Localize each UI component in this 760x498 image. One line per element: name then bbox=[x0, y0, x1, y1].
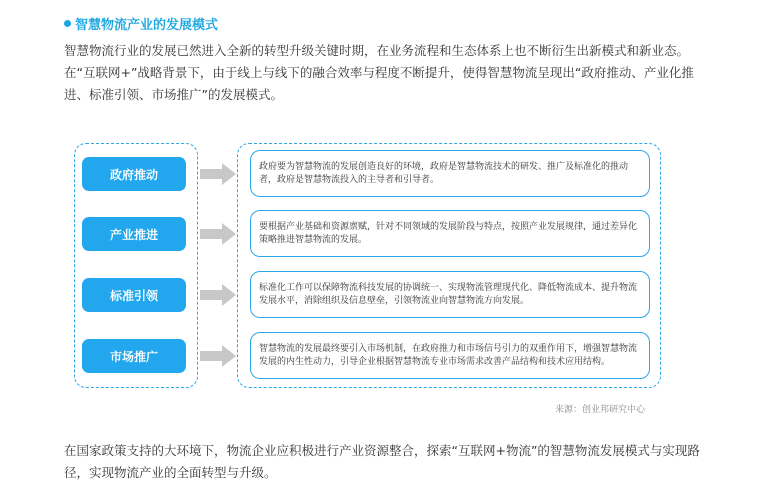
right-arrow-icon bbox=[198, 162, 238, 186]
mode-desc-industry: 要根据产业基础和资源禀赋，针对不同领域的发展阶段与特点，按照产业发展规律，通过差异化策略推进智慧物流的发展。 bbox=[250, 210, 650, 257]
mode-desc-market: 智慧物流的发展最终要引入市场机制，在政府推力和市场信号引力的双重作用下，增强智慧物流发展的内生性动力，引导企业根据智慧物流专业市场需求改善产品结构和技术应用结构。 bbox=[250, 332, 650, 379]
source-note: 来源：创业邦研究中心 bbox=[555, 405, 646, 415]
mode-label-standard: 标准引领 bbox=[82, 278, 186, 312]
right-arrow-icon bbox=[198, 283, 238, 307]
mode-label-industry: 产业推进 bbox=[82, 217, 186, 251]
right-arrow-icon bbox=[198, 344, 238, 368]
closing-paragraph: 在国家政策支持的大环境下，物流企业应积极进行产业资源整合，探索“互联网+物流”的智慧物流发展模式与实现路径，实现物流产业的全面转型与升级。 bbox=[64, 443, 700, 480]
mode-label-market: 市场推广 bbox=[82, 339, 186, 373]
bullet-dot-icon bbox=[64, 20, 71, 27]
mode-label-government: 政府推动 bbox=[82, 157, 186, 191]
right-arrow-icon bbox=[198, 222, 238, 246]
section-heading bbox=[64, 14, 218, 33]
intro-paragraph: 智慧物流行业的发展已然进入全新的转型升级关键时期，在业务流程和生态体系上也不断衍生出新模式和新业态。在“互联网+”战略背景下，由于线上与线下的融合效率与程度不断提升，使得智慧物流呈现出“政府推动、产业化推进、标准引领、市场推广”的发展模式。 bbox=[64, 43, 694, 102]
mode-desc-standard: 标准化工作可以保障物流科技发展的协调统一、实现物流管理现代化、降低物流成本、提升物流发展水平，消除组织及信息壁垒，引领物流业向智慧物流方向发展。 bbox=[250, 271, 650, 318]
mode-desc-government: 政府要为智慧物流的发展创造良好的环境，政府是智慧物流技术的研发、推广及标准化的推动者，政府是智慧物流投入的主导者和引导者。 bbox=[250, 150, 650, 197]
section-heading-text: 智慧物流产业的发展模式 bbox=[75, 18, 219, 33]
